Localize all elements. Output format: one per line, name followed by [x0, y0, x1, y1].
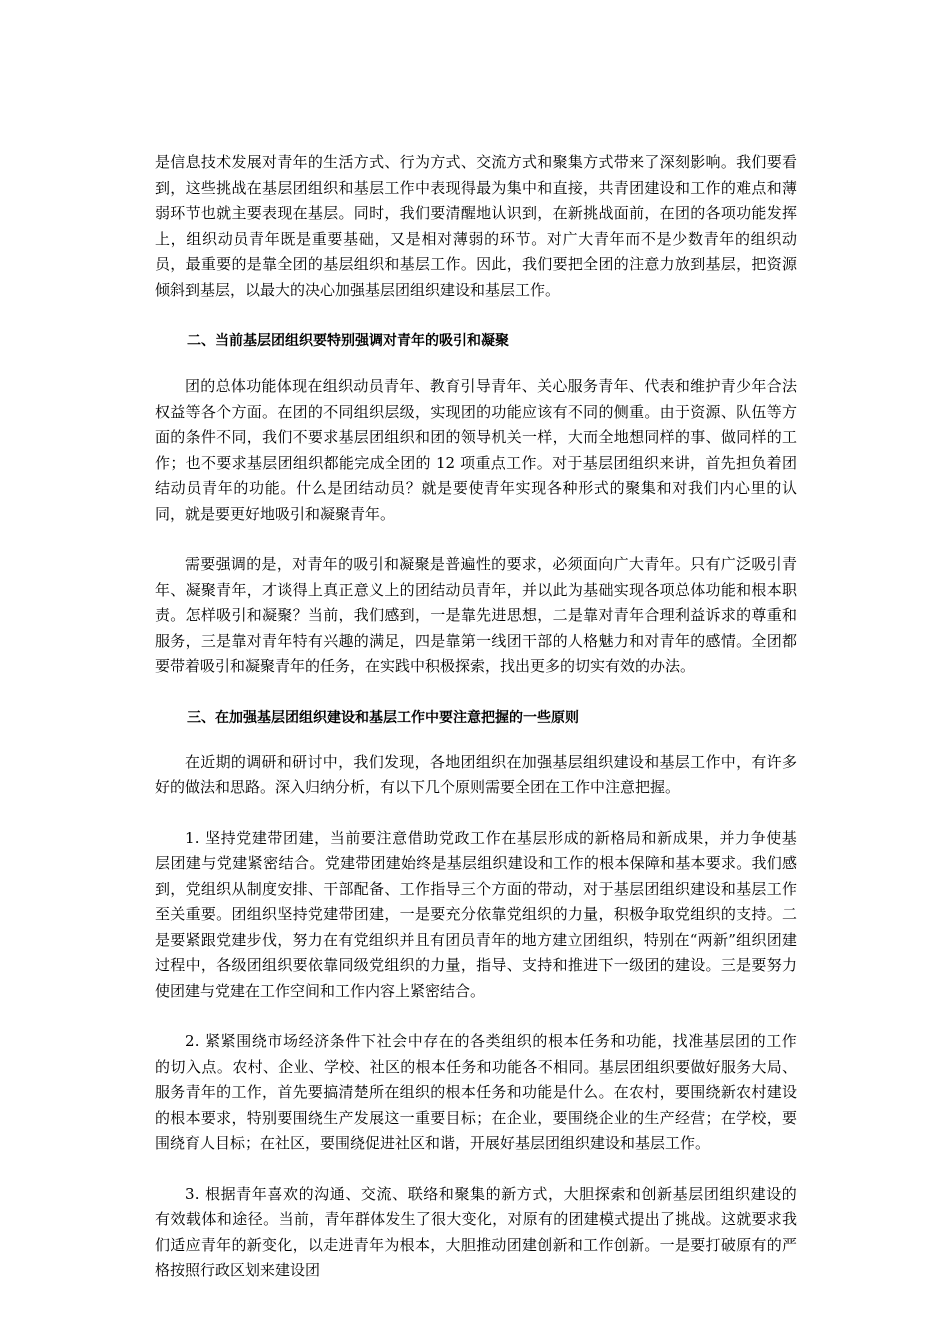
principle-item-2-lead: 2. 紧紧围绕市场经济条件下社会中存在的各类组织的根本任务和功能，找准基层团的工作的切入点。 [155, 1032, 797, 1076]
principle-item-3 [155, 1182, 797, 1284]
intro-paragraph: 是信息技术发展对青年的生活方式、行为方式、交流方式和聚集方式带来了深刻影响。我们要看到，这些挑战在基层团组织和基层工作中表现得最为集中和直接，共青团建设和工作的难点和薄弱环节也就主要表现在基层。同时，我们要清醒地认识到，在新挑战面前，在团的各项功能发挥上，组织动员青年既是重要基础，又是相对薄弱的环节。对广大青年而不是少数青年的组织动员，最重要的是靠全团的基层组织和基层工作。因此，我们要把全团的注意力放到基层，把资源倾斜到基层，以最大的决心加强基层团组织建设和基层工作。 [155, 153, 797, 299]
section-3-heading: 三、在加强基层团组织建设和基层工作中要注意把握的一些原则 [187, 709, 579, 726]
principle-item-3-lead: 3. 根据青年喜欢的沟通、交流、联络和聚集的新方式，大胆探索和创新基层团组织建设的有效载体和途径。 [155, 1184, 797, 1228]
principle-item-3-body: 当前，青年群体发生了很大变化，对原有的团建模式提出了挑战。这就要求我们适应青年的新变化，以走进青年为根本，大胆推动团建创新和工作创新。一是要打破原有的严格按照行政区划来建设团 [155, 1210, 797, 1279]
principle-item-1 [155, 826, 797, 1005]
principle-item-1-lead: 1. 坚持党建带团建，当前要注意借助党政工作在基层形成的新格局和新成果，并力争使基层团建与党建紧密结合。 [155, 828, 797, 872]
section-3-intro: 在近期的调研和研讨中，我们发现，各地团组织在加强基层组织建设和基层工作中，有许多好的做法和思路。深入归纳分析，有以下几个原则需要全团在工作中注意把握。 [155, 752, 797, 796]
section-2-paragraph-2: 需要强调的是，对青年的吸引和凝聚是普遍性的要求，必须面向广大青年。只有广泛吸引青年、凝聚青年，才谈得上真正意义上的团结动员青年，并以此为基础实现各项总体功能和根本职责。怎样吸引和凝聚？当前，我们感到，一是靠先进思想，二是靠对青年合理利益诉求的尊重和服务，三是靠对青年特有兴趣的满足，四是靠第一线团干部的人格魅力和对青年的感情。全团都要带着吸引和凝聚青年的任务，在实践中积极探索，找出更多的切实有效的办法。 [155, 555, 797, 675]
document-page [155, 150, 797, 1284]
principle-item-2-body: 农村、企业、学校、社区的根本任务和功能各不相同。基层团组织要做好服务大局、服务青年的工作，首先要搞清楚所在组织的根本任务和功能是什么。在农村，要围绕新农村建设的根本要求，特别要围绕生产发展这一重要目标；在企业，要围绕企业的生产经营；在学校，要围绕育人目标；在社区，要围绕促进社区和谐，开展好基层团组织建设和基层工作。 [155, 1057, 797, 1152]
principle-item-2 [155, 1029, 797, 1157]
principle-item-1-body: 党建带团建始终是基层组织建设和工作的根本保障和基本要求。我们感到，党组织从制度安排、干部配备、工作指导三个方面的带动，对于基层团组织建设和基层工作至关重要。团组织坚持党建带团建，一是要充分依靠党组织的力量，积极争取党组织的支持。二是要紧跟党建步伐，努力在有党组织并且有团员青年的地方建立团组织，特别在“两新”组织团建过程中，各级团组织要依靠同级党组织的力量，指导、支持和推进下一级团的建设。三是要努力使团建与党建在工作空间和工作内容上紧密结合。 [155, 854, 797, 1000]
section-2-paragraph-1: 团的总体功能体现在组织动员青年、教育引导青年、关心服务青年、代表和维护青少年合法权益等各个方面。在团的不同组织层级，实现团的功能应该有不同的侧重。由于资源、队伍等方面的条件不同，我们不要求基层团组织和团的领导机关一样，大而全地想同样的事、做同样的工作；也不要求基层团组织都能完成全团的 12 项重点工作。对于基层团组织来讲，首先担负着团结动员青年的功能。什么是团结动员？就是要使青年实现各种形式的聚集和对我们内心里的认同，就是要更好地吸引和凝聚青年。 [155, 377, 797, 523]
section-2-heading: 二、当前基层团组织要特别强调对青年的吸引和凝聚 [187, 333, 509, 349]
